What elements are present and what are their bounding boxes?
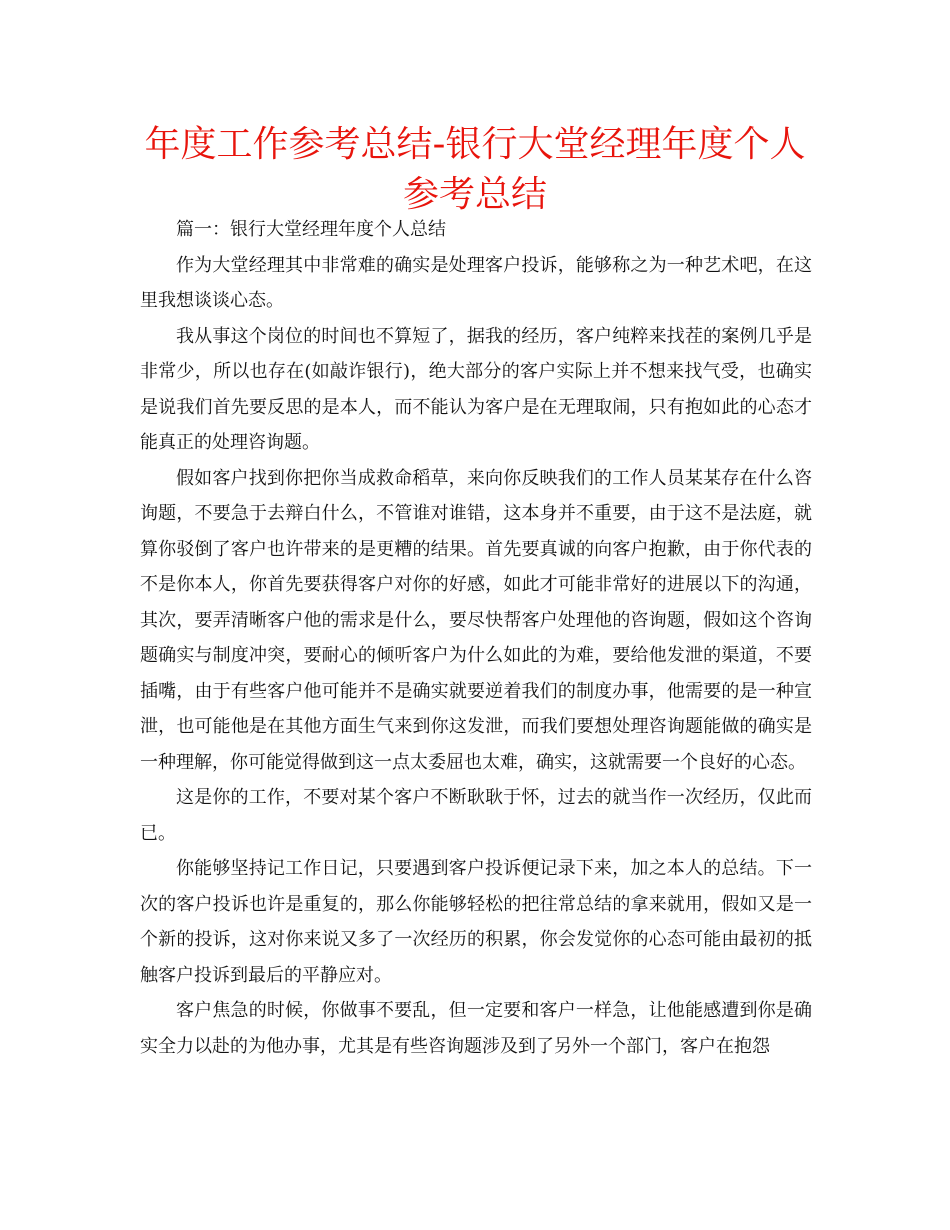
paragraph: 客户焦急的时候，你做事不要乱，但一定要和客户一样急，让他能感遭到你是确实全力以赴的为他办事，尤其是有些咨询题涉及到了另外一个部门，客户在抱怨: [140, 1000, 812, 1057]
document-title: 年度工作参考总结-银行大堂经理年度个人参考总结: [144, 124, 806, 215]
section-heading: 篇一：银行大堂经理年度个人总结: [176, 219, 446, 240]
paragraph: 假如客户找到你把你当成救命稻草，来向你反映我们的工作人员某某存在什么咨询题，不要急于去辩白什么，不管谁对谁错，这本身并不重要，由于这不是法庭，就算你驳倒了客户也许带来的是更糟的结果。首先要真诚的向客户抱歉，由于你代表的不是你本人，你首先要获得客户对你的好感，如此才可能非常好的进展以下的沟通，其次，要弄清晰客户他的需求是什么，要尽快帮客户处理他的咨询题，假如这个咨询题确实与制度冲突，要耐心的倾听客户为什么如此的为难，要给他发泄的渠道，不要插嘴，由于有些客户他可能并不是确实就要逆着我们的制度办事，他需要的是一种宣泄，也可能他是在其他方面生气来到你这发泄，而我们要想处理咨询题能做的确实是一种理解，你可能觉得做到这一点太委屈也太难，确实，这就需要一个良好的心态。: [140, 467, 812, 773]
paragraph: 我从事这个岗位的时间也不算短了，据我的经历，客户纯粹来找茬的案例几乎是非常少，所以也存在(如敲诈银行)，绝大部分的客户实际上并不想来找气受，也确实是说我们首先要反思的是本人，而不能认为客户是在无理取闹，只有抱如此的心态才能真正的处理咨询题。: [140, 325, 812, 453]
paragraph: 你能够坚持记工作日记，只要遇到客户投诉便记录下来，加之本人的总结。下一次的客户投诉也许是重复的，那么你能够轻松的把往常总结的拿来就用，假如又是一个新的投诉，这对你来说又多了一次经历的积累，你会发觉你的心态可能由最初的抵触客户投诉到最后的平静应对。: [140, 858, 812, 986]
paragraph: 这是你的工作，不要对某个客户不断耿耿于怀，过去的就当作一次经历，仅此而已。: [140, 787, 812, 844]
paragraph: 作为大堂经理其中非常难的确实是处理客户投诉，能够称之为一种艺术吧，在这里我想谈谈心态。: [140, 254, 812, 311]
document-body: [140, 212, 812, 1064]
